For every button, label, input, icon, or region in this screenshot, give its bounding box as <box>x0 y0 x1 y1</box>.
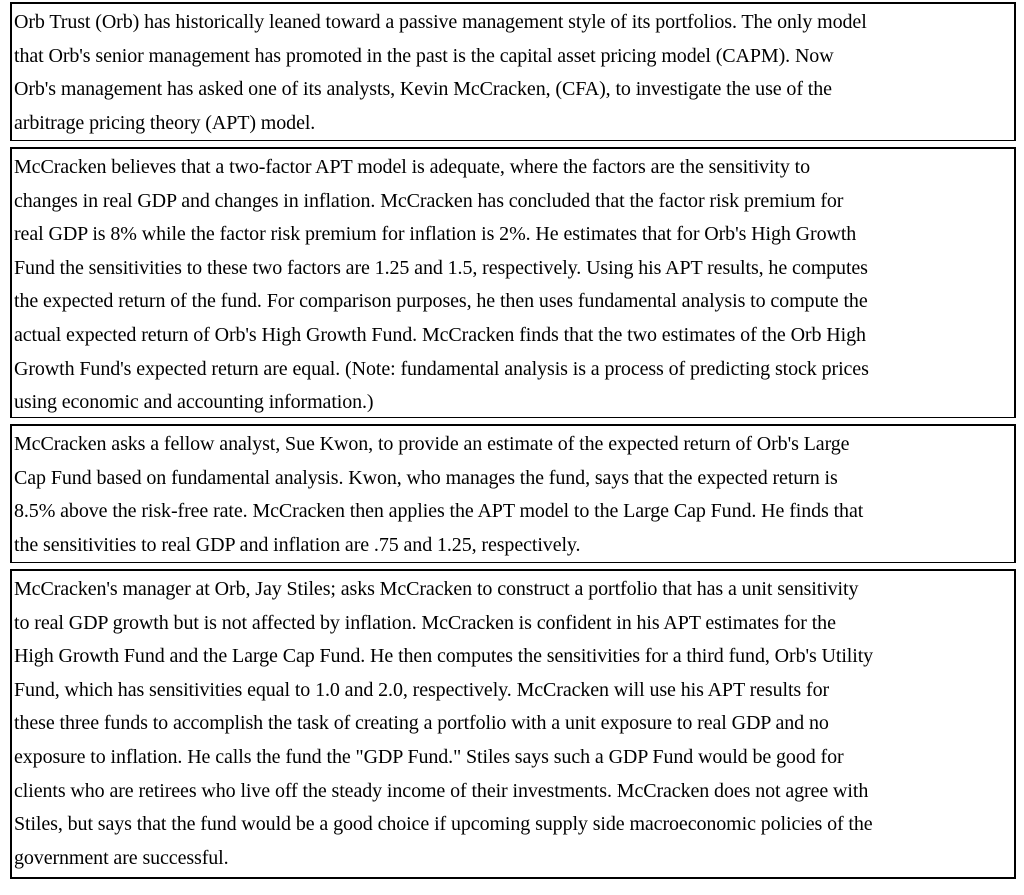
text-line: Orb Trust (Orb) has historically leaned toward a passive management style of its portfolios. The only model <box>14 11 867 33</box>
text-line: clients who are retirees who live off the steady income of their investments. McCracken does not agree with <box>14 779 869 802</box>
text-line: 8.5% above the risk-free rate. McCracken then applies the APT model to the Large Cap Fund. He finds that <box>14 500 864 523</box>
paragraph-large-cap-fund <box>10 424 1016 563</box>
text-line: actual expected return of Orb's High Growth Fund. McCracken finds that the two estimates of the Orb High <box>14 323 866 346</box>
paragraph-apt-model-high-growth <box>10 147 1016 418</box>
text-line: the expected return of the fund. For comparison purposes, he then uses fundamental analysis to compute the <box>14 290 868 313</box>
text-line: these three funds to accomplish the task of creating a portfolio with a unit exposure to real GDP and no <box>14 712 829 735</box>
text-line: changes in real GDP and changes in inflation. McCracken has concluded that the factor risk premium for <box>14 189 844 212</box>
text-line: Cap Fund based on fundamental analysis. Kwon, who manages the fund, says that the expected return is <box>14 466 838 489</box>
paragraph-gdp-fund <box>10 569 1016 879</box>
text-line: Stiles, but says that the fund would be a good choice if upcoming supply side macroeconomic policies of the <box>14 813 873 836</box>
text-line: using economic and accounting information.) <box>14 391 374 414</box>
text-line: Fund, which has sensitivities equal to 1.0 and 2.0, respectively. McCracken will use his APT results for <box>14 678 830 701</box>
text-line: government are successful. <box>14 846 229 869</box>
text-line: exposure to inflation. He calls the fund the "GDP Fund." Stiles says such a GDP Fund would be good for <box>14 745 844 768</box>
text-line: High Growth Fund and the Large Cap Fund. He then computes the sensitivities for a third fund, Orb's Utility <box>14 645 874 668</box>
text-line: McCracken asks a fellow analyst, Sue Kwon, to provide an estimate of the expected return of Orb's Large <box>14 433 850 455</box>
text-line: Fund the sensitivities to these two factors are 1.25 and 1.5, respectively. Using his APT results, he computes <box>14 256 868 279</box>
text-line: the sensitivities to real GDP and inflation are .75 and 1.25, respectively. <box>14 533 581 556</box>
paragraph-orb-trust-intro <box>10 2 1016 141</box>
text-line: arbitrage pricing theory (APT) model. <box>14 111 316 134</box>
text-line: that Orb's senior management has promoted in the past is the capital asset pricing model (CAPM). Now <box>14 44 834 67</box>
text-line: Growth Fund's expected return are equal. (Note: fundamental analysis is a process of predicting stock prices <box>14 357 869 380</box>
text-line: real GDP is 8% while the factor risk premium for inflation is 2%. He estimates that for Orb's High Growth <box>14 223 857 246</box>
text-line: McCracken's manager at Orb, Jay Stiles; asks McCracken to construct a portfolio that has a unit sensitivity <box>14 578 859 600</box>
text-line: to real GDP growth but is not affected by inflation. McCracken is confident in his APT estimates for the <box>14 611 836 634</box>
text-line: McCracken believes that a two-factor APT model is adequate, where the factors are the sensitivity to <box>14 156 811 178</box>
text-line: Orb's management has asked one of its analysts, Kevin McCracken, (CFA), to investigate the use of the <box>14 78 832 101</box>
